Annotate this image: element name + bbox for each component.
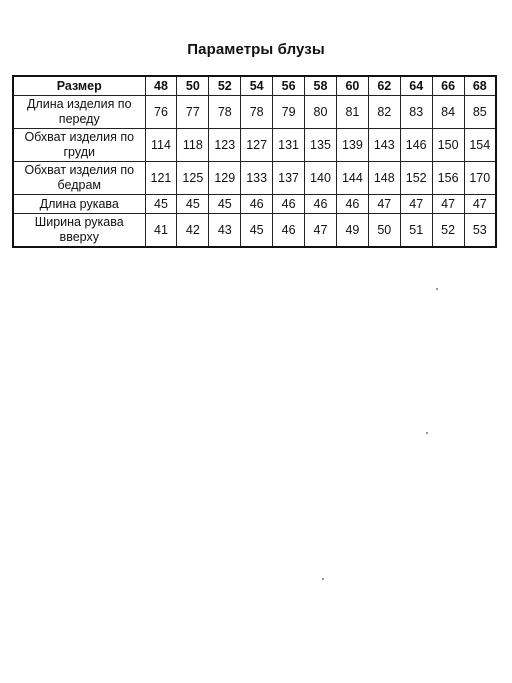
table-cell: 139 (336, 129, 368, 162)
size-header: 66 (432, 76, 464, 96)
table-cell: 114 (145, 129, 177, 162)
table-cell: 150 (432, 129, 464, 162)
table-cell: 47 (400, 195, 432, 214)
table-cell: 154 (464, 129, 496, 162)
table-cell: 53 (464, 214, 496, 248)
table-cell: 144 (336, 162, 368, 195)
table-cell: 135 (305, 129, 337, 162)
table-row (13, 162, 496, 195)
table-cell: 80 (305, 96, 337, 129)
table-cell: 47 (432, 195, 464, 214)
table-cell: 85 (464, 96, 496, 129)
table-cell: 76 (145, 96, 177, 129)
size-header: 64 (400, 76, 432, 96)
table-cell: 45 (209, 195, 241, 214)
table-cell: 51 (400, 214, 432, 248)
row-label: Длина рукава (13, 195, 145, 214)
table-cell: 46 (305, 195, 337, 214)
table-cell: 47 (464, 195, 496, 214)
table-cell: 156 (432, 162, 464, 195)
table-cell: 140 (305, 162, 337, 195)
size-header: 68 (464, 76, 496, 96)
table-cell: 118 (177, 129, 209, 162)
table-cell: 137 (273, 162, 305, 195)
table-cell: 50 (368, 214, 400, 248)
table-cell: 52 (432, 214, 464, 248)
row-label: Длина изделия по переду (13, 96, 145, 129)
size-header: 54 (241, 76, 273, 96)
table-cell: 133 (241, 162, 273, 195)
table-cell: 46 (273, 195, 305, 214)
table-cell: 42 (177, 214, 209, 248)
row-label: Ширина рукава вверху (13, 214, 145, 248)
table-row (13, 96, 496, 129)
scan-speck (436, 288, 438, 290)
table-row (13, 214, 496, 248)
scan-speck (426, 432, 428, 434)
table-cell: 125 (177, 162, 209, 195)
document-title: Параметры блузы (187, 41, 325, 58)
table-cell: 79 (273, 96, 305, 129)
size-header: 50 (177, 76, 209, 96)
table-cell: 45 (177, 195, 209, 214)
table-cell: 123 (209, 129, 241, 162)
table-cell: 148 (368, 162, 400, 195)
table-cell: 46 (273, 214, 305, 248)
size-header: 48 (145, 76, 177, 96)
table-cell: 46 (336, 195, 368, 214)
table-cell: 84 (432, 96, 464, 129)
table-cell: 143 (368, 129, 400, 162)
table-cell: 46 (241, 195, 273, 214)
table-cell: 121 (145, 162, 177, 195)
table-cell: 131 (273, 129, 305, 162)
table-cell: 77 (177, 96, 209, 129)
table-cell: 78 (241, 96, 273, 129)
table-cell: 47 (368, 195, 400, 214)
size-header: 60 (336, 76, 368, 96)
table-cell: 82 (368, 96, 400, 129)
table-cell: 43 (209, 214, 241, 248)
table-cell: 127 (241, 129, 273, 162)
table-cell: 152 (400, 162, 432, 195)
size-header: 58 (305, 76, 337, 96)
table-cell: 129 (209, 162, 241, 195)
table-header-row (13, 76, 496, 96)
size-header: 52 (209, 76, 241, 96)
header-label: Размер (13, 76, 145, 96)
scan-speck (322, 578, 324, 580)
size-header: 62 (368, 76, 400, 96)
row-label: Обхват изделия по бедрам (13, 162, 145, 195)
table-cell: 81 (336, 96, 368, 129)
table-cell: 47 (305, 214, 337, 248)
table-cell: 146 (400, 129, 432, 162)
row-label: Обхват изделия по груди (13, 129, 145, 162)
size-header: 56 (273, 76, 305, 96)
table-cell: 170 (464, 162, 496, 195)
size-parameters-table (12, 75, 497, 248)
table-cell: 49 (336, 214, 368, 248)
table-cell: 83 (400, 96, 432, 129)
table-row (13, 129, 496, 162)
table-cell: 45 (241, 214, 273, 248)
table-row (13, 195, 496, 214)
table-cell: 41 (145, 214, 177, 248)
table-cell: 45 (145, 195, 177, 214)
table-cell: 78 (209, 96, 241, 129)
